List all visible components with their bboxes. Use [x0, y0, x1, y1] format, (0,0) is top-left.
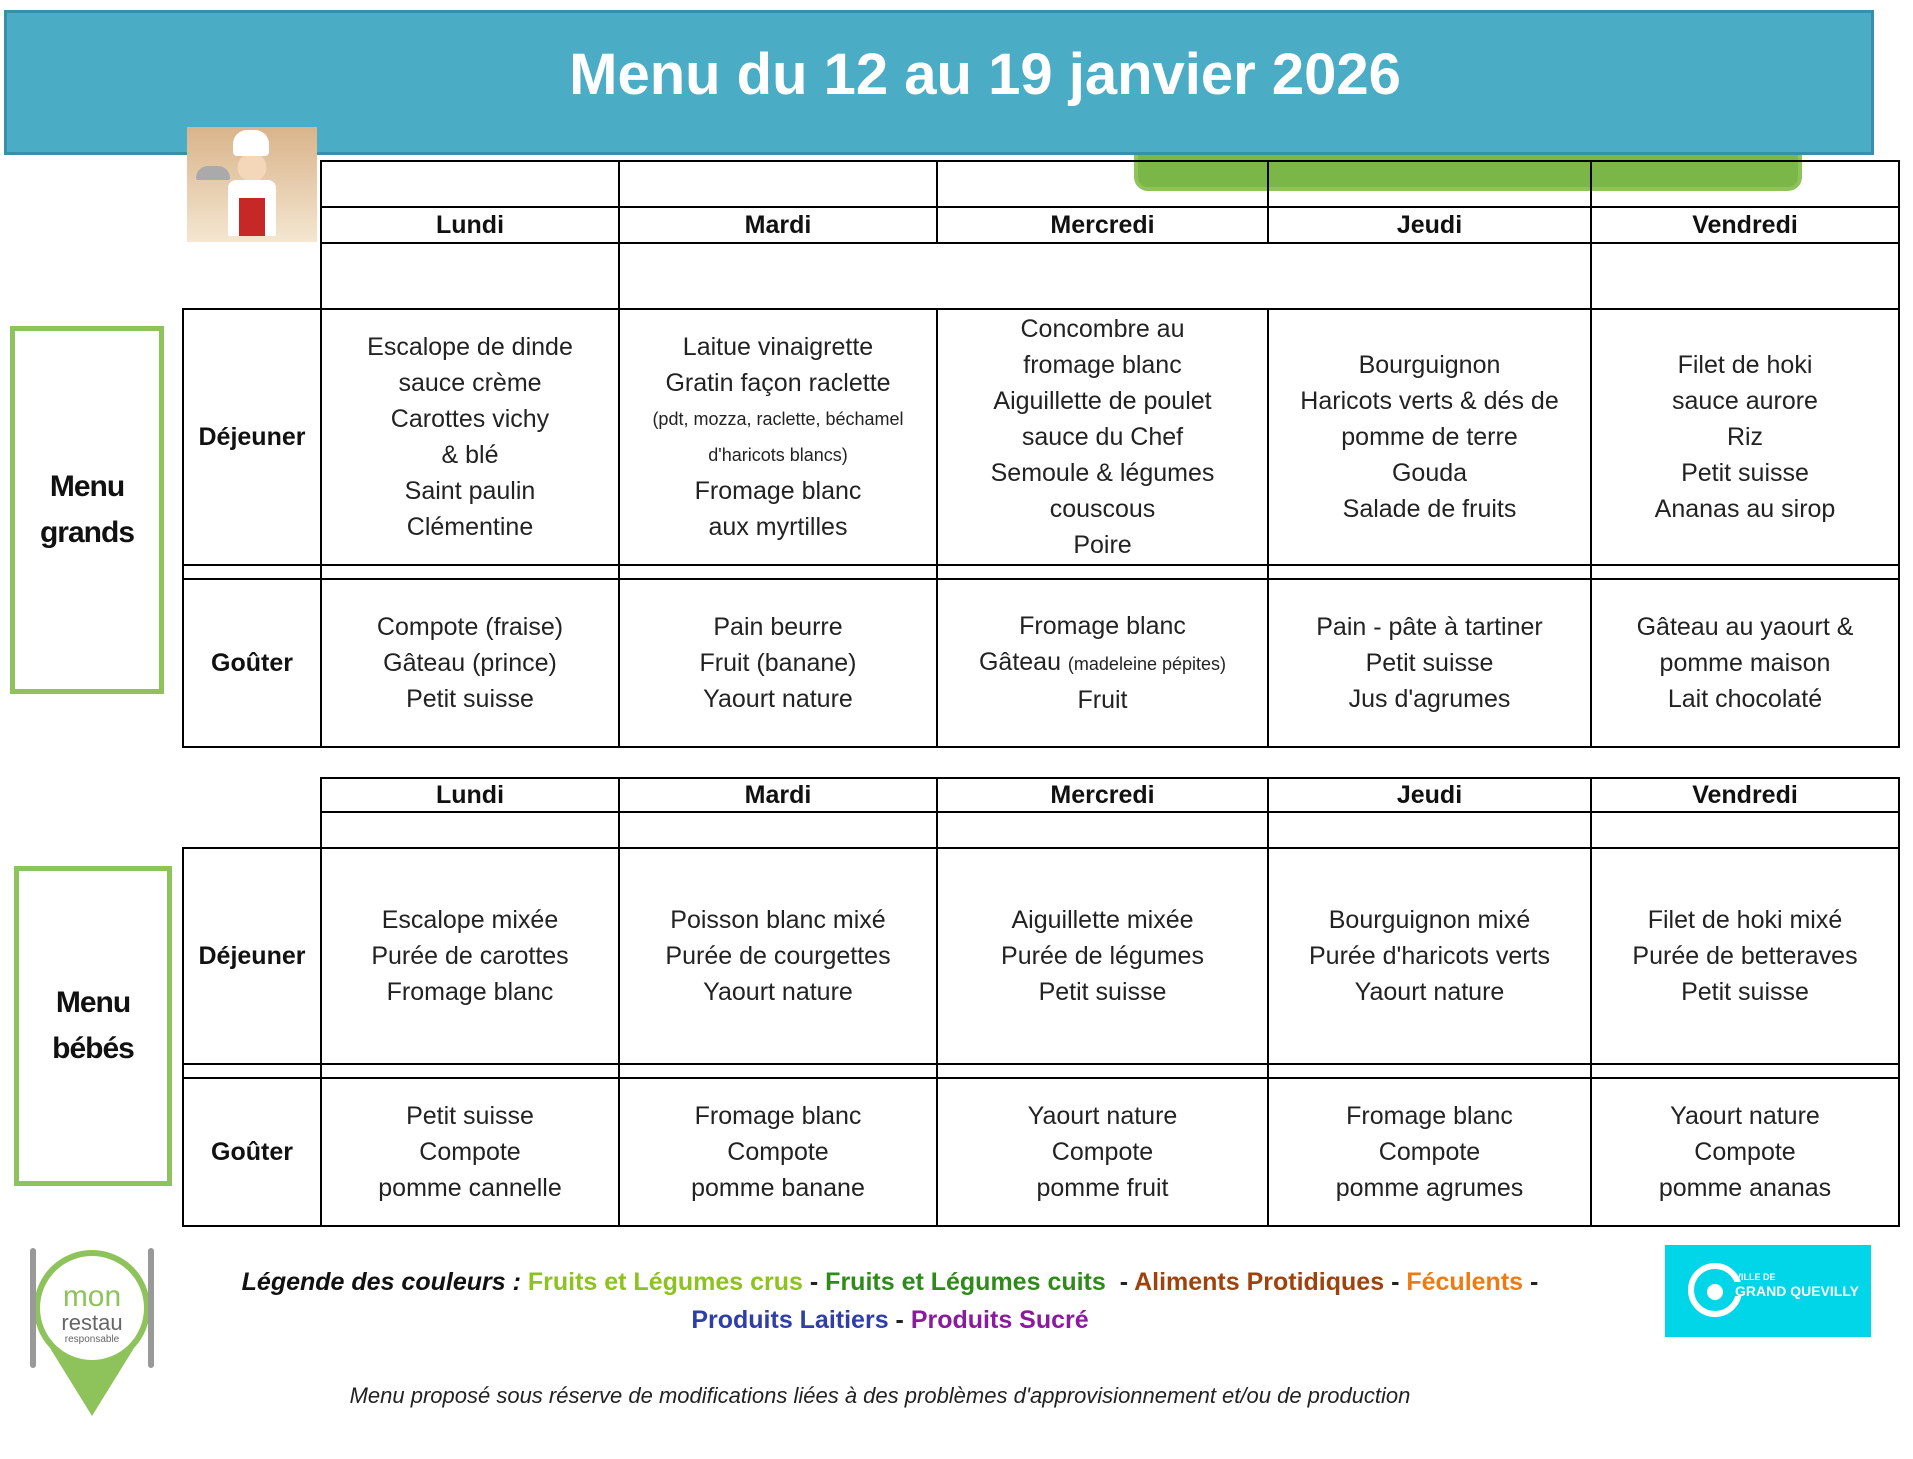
legend-item-produits-laitiers: Produits Laitiers: [691, 1306, 889, 1334]
menu-line: Fruit (banane): [699, 649, 857, 677]
menu-line-main: Gâteau: [978, 648, 1068, 676]
menu-line: Gouda: [1391, 459, 1468, 487]
menu-line: Purée d'haricots verts: [1309, 942, 1550, 970]
empty-cell: [619, 161, 937, 207]
menu-line: Laitue vinaigrette: [682, 333, 874, 361]
menu-line: Petit suisse: [1681, 978, 1809, 1006]
ville-title: GRAND QUEVILLY: [1735, 1283, 1859, 1299]
menu-line: Riz: [1726, 423, 1764, 451]
empty-cell: [1591, 161, 1899, 207]
empty-cell: [619, 243, 1591, 309]
menu-line: Petit suisse: [1038, 978, 1167, 1006]
color-legend: [0, 1268, 1780, 1297]
menu-line: Compote: [727, 1138, 829, 1166]
meal-cell: [321, 848, 619, 1064]
menu-line: Bourguignon mixé: [1328, 906, 1531, 934]
menu-line: pomme ananas: [1658, 1174, 1832, 1202]
menu-line: Semoule & légumes: [990, 459, 1215, 487]
day-header: Lundi: [321, 778, 619, 812]
gap-cell: [1268, 565, 1591, 579]
gap-cell: [619, 565, 937, 579]
menu-line: pomme agrumes: [1335, 1174, 1524, 1202]
empty-cell: [321, 812, 619, 848]
menu-line: pomme maison: [1659, 649, 1831, 677]
chef-hat-icon: [233, 130, 269, 156]
menu-line: Escalope de dinde: [367, 333, 573, 361]
menu-line: fromage blanc: [1023, 351, 1182, 379]
legend-item-produits-sucre: Produits Sucré: [910, 1306, 1089, 1334]
menu-line: & blé: [441, 441, 499, 469]
menu-line: Compote: [1694, 1138, 1796, 1166]
menu-line: Gratin façon raclette: [665, 369, 891, 397]
menu-line: Yaourt nature: [703, 978, 853, 1006]
menu-line: Fruit: [1077, 686, 1128, 714]
empty-cell: [1591, 243, 1899, 309]
menu-line: Lait chocolaté: [1667, 685, 1823, 713]
menu-line: Ananas au sirop: [1654, 495, 1836, 523]
gap-cell: [937, 1064, 1268, 1078]
row-label-dejeuner: Déjeuner: [183, 309, 321, 565]
menu-line: Poire: [1073, 531, 1132, 559]
menu-line: Fromage blanc: [694, 477, 862, 505]
day-header: Vendredi: [1591, 207, 1899, 243]
menu-line: Escalope mixée: [381, 906, 559, 934]
legend-item-aliments-protidiques: Aliments Protidiques: [1134, 1268, 1385, 1296]
disclaimer-text: Menu proposé sous réserve de modifications liées à des problèmes d'approvisionnement et/ou de production: [349, 1383, 1411, 1408]
menu-grands-table: [182, 160, 1900, 748]
meal-cell: [321, 309, 619, 565]
menu-line: sauce crème: [398, 369, 542, 397]
menu-line: Purée de courgettes: [665, 942, 891, 970]
day-header: Mercredi: [937, 207, 1268, 243]
knife-icon: [148, 1248, 154, 1368]
menu-line: pomme cannelle: [378, 1174, 562, 1202]
snack-cell: [937, 1078, 1268, 1226]
gap-cell: [937, 565, 1268, 579]
menu-line: Aiguillette mixée: [1011, 906, 1194, 934]
legend-item-fruits-legumes-cuits: Fruits et Légumes cuits: [825, 1268, 1106, 1296]
day-header: Jeudi: [1268, 207, 1591, 243]
meal-cell: [1591, 848, 1899, 1064]
empty-cell: [619, 812, 937, 848]
spacer-cell: [183, 243, 321, 309]
menu-line: Poisson blanc mixé: [670, 906, 886, 934]
day-header: Mardi: [619, 207, 937, 243]
menu-line: couscous: [1049, 495, 1156, 523]
menu-line: pomme de terre: [1341, 423, 1518, 451]
logo-text-mon: mon: [62, 1280, 122, 1313]
ville-prefix: VILLE DE: [1735, 1272, 1776, 1282]
meal-cell: [1268, 848, 1591, 1064]
menu-line: Petit suisse: [406, 1102, 534, 1130]
menu-line-detail: (pdt, mozza, raclette, béchamel: [652, 409, 904, 429]
menu-line-detail: (madeleine pépites): [1067, 654, 1227, 674]
menu-line: Petit suisse: [1681, 459, 1809, 487]
menu-line: Bourguignon: [1358, 351, 1501, 379]
corner-cell: [183, 207, 321, 243]
spacer-cell: [183, 812, 321, 848]
menu-line: Salade de fruits: [1342, 495, 1517, 523]
menu-line: Haricots verts & dés de: [1300, 387, 1559, 415]
menu-bebes-label: Menu bébés: [14, 866, 172, 1186]
empty-cell: [937, 161, 1268, 207]
meal-cell: [619, 848, 937, 1064]
snack-cell: [1268, 579, 1591, 747]
menu-line: Purée de betteraves: [1632, 942, 1858, 970]
meal-cell: [937, 309, 1268, 565]
empty-cell: [1591, 812, 1899, 848]
gap-cell: [321, 565, 619, 579]
menu-line: Compote: [1378, 1138, 1481, 1166]
gap-cell: [1591, 565, 1899, 579]
snack-cell: [619, 579, 937, 747]
day-header: Lundi: [321, 207, 619, 243]
snack-cell: [937, 579, 1268, 747]
menu-line: Yaourt nature: [1354, 978, 1505, 1006]
snack-cell: [1591, 1078, 1899, 1226]
snack-cell: [321, 1078, 619, 1226]
menu-line: Gâteau au yaourt &: [1636, 613, 1854, 641]
gap-cell: [183, 565, 321, 579]
menu-line: Concombre au: [1020, 315, 1185, 343]
fork-icon: [30, 1248, 36, 1368]
gap-cell: [183, 1064, 321, 1078]
logo-text-responsable: responsable: [64, 1334, 120, 1345]
menu-line: Fromage blanc: [1019, 612, 1186, 640]
snack-cell: [1591, 579, 1899, 747]
menu-line: Purée de carottes: [371, 942, 569, 970]
meal-cell: [937, 848, 1268, 1064]
gap-cell: [619, 1064, 937, 1078]
mon-restau-responsable-logo: [22, 1238, 162, 1418]
menu-bebes-table: [182, 777, 1900, 1227]
menu-line: Compote: [1051, 1138, 1154, 1166]
legend-separator: -: [809, 1268, 819, 1296]
gap-cell: [321, 1064, 619, 1078]
menu-line: Pain - pâte à tartiner: [1316, 613, 1543, 641]
legend-item-feculents: Féculents: [1406, 1268, 1524, 1296]
meal-cell: [619, 309, 937, 565]
menu-line: Yaourt nature: [1027, 1102, 1178, 1130]
menu-line: Jus d'agrumes: [1348, 685, 1511, 713]
legend-item-fruits-legumes-crus: Fruits et Légumes crus: [527, 1268, 803, 1296]
row-label-dejeuner: Déjeuner: [183, 848, 321, 1064]
logo-text-restau: restau: [61, 1310, 123, 1335]
menu-line: Carottes vichy: [390, 405, 550, 433]
menu-line: Yaourt nature: [703, 685, 853, 713]
day-header: Mardi: [619, 778, 937, 812]
day-header: Vendredi: [1591, 778, 1899, 812]
legend-separator: -: [1119, 1268, 1129, 1296]
empty-cell: [1268, 812, 1591, 848]
menu-line: Compote (fraise): [376, 613, 564, 641]
menu-line: Clémentine: [406, 513, 534, 541]
menu-grands-label: Menu grands: [10, 326, 164, 694]
day-header: Mercredi: [937, 778, 1268, 812]
page-title: Menu du 12 au 19 janvier 2026: [569, 42, 1401, 107]
empty-cell: [937, 812, 1268, 848]
snack-cell: [321, 579, 619, 747]
menu-line: Petit suisse: [406, 685, 534, 713]
menu-line-mixed: [938, 644, 1267, 682]
gap-cell: [1591, 1064, 1899, 1078]
row-label-gouter: Goûter: [183, 1078, 321, 1226]
empty-cell: [321, 243, 619, 309]
color-legend-line2: [0, 1306, 1780, 1335]
gap-cell: [1268, 1064, 1591, 1078]
legend-separator: -: [895, 1306, 904, 1334]
corner-cell: [183, 778, 321, 812]
menu-line: Purée de légumes: [1001, 942, 1204, 970]
menu-line: Compote: [419, 1138, 521, 1166]
menu-line: Aiguillette de poulet: [993, 387, 1212, 415]
menu-line: Yaourt nature: [1670, 1102, 1820, 1130]
corner-cell: [183, 161, 321, 207]
menu-line: aux myrtilles: [708, 513, 848, 541]
legend-title: Légende des couleurs :: [241, 1268, 521, 1296]
menu-line-detail: d'haricots blancs): [708, 445, 848, 465]
menu-line: sauce du Chef: [1021, 423, 1184, 451]
ville-name: [1735, 1270, 1865, 1298]
snack-cell: [1268, 1078, 1591, 1226]
snack-cell: [619, 1078, 937, 1226]
menu-line: Gâteau (prince): [383, 649, 557, 677]
menu-line: Filet de hoki: [1677, 351, 1813, 379]
day-header: Jeudi: [1268, 778, 1591, 812]
menu-line: Fromage blanc: [694, 1102, 862, 1130]
menu-line: Fromage blanc: [386, 978, 554, 1006]
menu-line: pomme banane: [691, 1174, 865, 1202]
row-label-gouter: Goûter: [183, 579, 321, 747]
legend-separator: -: [1391, 1268, 1400, 1296]
menu-line: Fromage blanc: [1346, 1102, 1513, 1130]
menu-line: Petit suisse: [1365, 649, 1494, 677]
menu-line: pomme fruit: [1036, 1174, 1169, 1202]
menu-line: Filet de hoki mixé: [1647, 906, 1843, 934]
menu-line: sauce aurore: [1672, 387, 1818, 415]
meal-cell: [1268, 309, 1591, 565]
empty-cell: [321, 161, 619, 207]
legend-separator: -: [1530, 1268, 1539, 1296]
menu-line: Pain beurre: [713, 613, 843, 641]
meal-cell: [1591, 309, 1899, 565]
empty-cell: [1268, 161, 1591, 207]
menu-line: Saint paulin: [404, 477, 536, 505]
